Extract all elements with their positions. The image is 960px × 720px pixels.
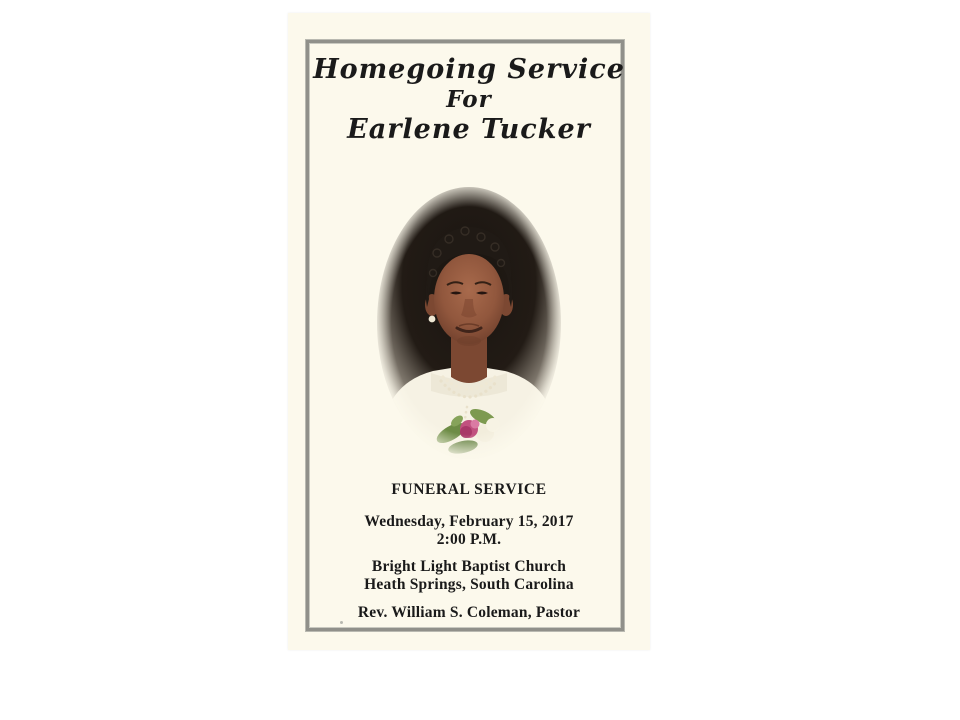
portrait-photo [371,181,567,469]
funeral-program-card [288,13,650,650]
service-date: Wednesday, February 15, 2017 [364,513,574,530]
officiant-name: Rev. William S. Coleman, Pastor [357,604,581,621]
title-line-2: For [446,86,492,113]
service-venue: Bright Light Baptist Church [371,558,567,575]
service-location: Heath Springs, South Carolina [364,576,574,593]
portrait-photo-svg [371,181,567,469]
scan-artifact-speck [340,621,343,624]
photo-feathered-edge [371,181,567,469]
title-line-1: Homegoing Service [313,54,625,85]
service-type-label: FUNERAL SERVICE [391,481,547,498]
program-title [288,53,650,146]
service-time: 2:00 P.M. [436,531,502,548]
title-line-3: Earlene Tucker [347,114,591,145]
